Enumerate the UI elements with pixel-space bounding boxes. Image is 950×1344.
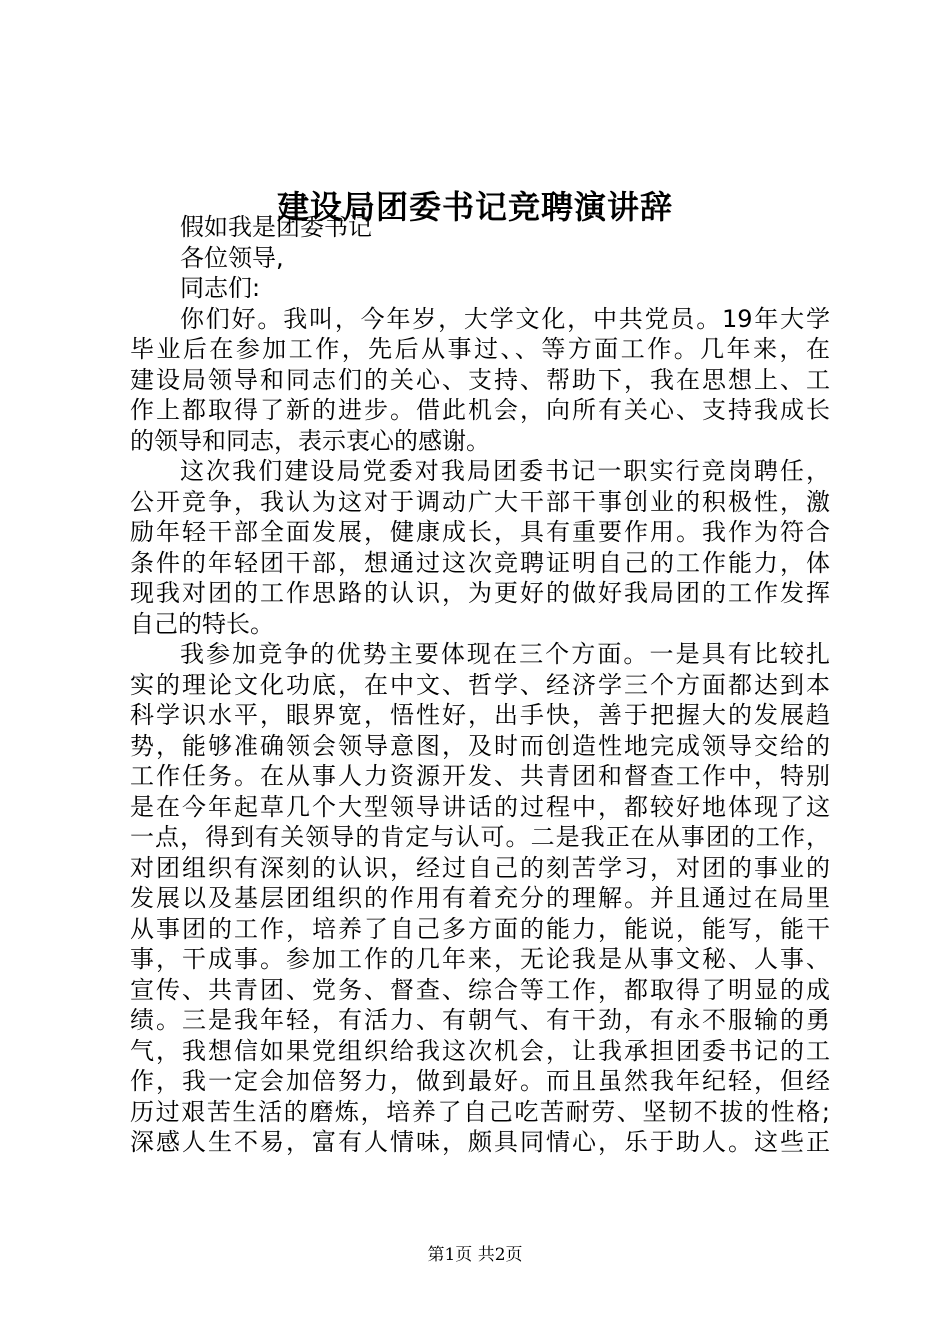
body-line: 公开竞争，我认为这对于调动广大干部干事创业的积极性，激 [130, 487, 830, 516]
body-line: 这次我们建设局党委对我局团委书记一职实行竞岗聘任， [180, 457, 830, 485]
body-line: 各位领导, [180, 243, 284, 272]
body-line: 发展以及基层团组织的作用有着充分的理解。并且通过在局里 [130, 884, 830, 912]
body-line: 作，我一定会加倍努力，做到最好。而且虽然我年纪轻，但经 [130, 1067, 830, 1095]
body-line: 科学识水平，眼界宽，悟性好，出手快，善于把握大的发展趋 [130, 701, 830, 729]
body-line: 你们好。我叫，今年岁，大学文化，中共党员。19年大学 [180, 304, 830, 333]
body-line: 我参加竞争的优势主要体现在三个方面。一是具有比较扎 [180, 640, 830, 668]
body-line: 实的理论文化功底，在中文、哲学、经济学三个方面都达到本 [130, 670, 830, 699]
body-line: 假如我是团委书记 [180, 213, 372, 241]
body-line: 对团组织有深刻的认识，经过自己的刻苦学习，对团的事业的 [130, 853, 830, 882]
body-line: 势，能够准确领会领导意图，及时而创造性地完成领导交给的 [130, 731, 830, 760]
body-line: 的领导和同志，表示衷心的感谢。 [130, 426, 490, 455]
body-line: 绩。三是我年轻，有活力、有朝气、有干劲，有永不服输的勇 [130, 1006, 830, 1034]
body-line: 事，干成事。参加工作的几年来，无论我是从事文秘、人事、 [130, 945, 830, 973]
body-line: 宣传、共青团、党务、督查、综合等工作，都取得了明显的成 [130, 975, 830, 1004]
body-line: 同志们: [180, 274, 261, 302]
body-line: 从事团的工作，培养了自己多方面的能力，能说，能写，能干 [130, 914, 830, 943]
body-line: 一点，得到有关领导的肯定与认可。二是我正在从事团的工作， [130, 823, 830, 851]
body-line: 建设局领导和同志们的关心、支持、帮助下，我在思想上、工 [130, 365, 830, 394]
body-line: 自己的特长。 [130, 609, 274, 638]
body-line: 工作任务。在从事人力资源开发、共青团和督查工作中，特别 [130, 762, 830, 790]
document-title: 建设局团委书记竞聘演讲辞 [276, 188, 673, 226]
body-line: 条件的年轻团干部，想通过这次竞聘证明自己的工作能力，体 [130, 548, 830, 577]
body-line: 作上都取得了新的进步。借此机会，向所有关心、支持我成长 [130, 396, 830, 424]
document-body [130, 212, 830, 1158]
page-number-footer: 第1页 共2页 [427, 1245, 523, 1265]
body-line: 励年轻干部全面发展，健康成长，具有重要作用。我作为符合 [130, 518, 830, 546]
body-line: 历过艰苦生活的磨炼，培养了自己吃苦耐劳、坚韧不拔的性格; [130, 1097, 830, 1126]
body-line: 气，我想信如果党组织给我这次机会，让我承担团委书记的工 [130, 1036, 830, 1065]
body-line: 是在今年起草几个大型领导讲话的过程中，都较好地体现了这 [130, 792, 830, 821]
body-line: 毕业后在参加工作，先后从事过、、等方面工作。几年来，在 [130, 335, 830, 363]
body-line: 现我对团的工作思路的认识，为更好的做好我局团的工作发挥 [130, 579, 830, 607]
body-line: 深感人生不易，富有人情味，颇具同情心，乐于助人。这些正 [130, 1128, 830, 1156]
